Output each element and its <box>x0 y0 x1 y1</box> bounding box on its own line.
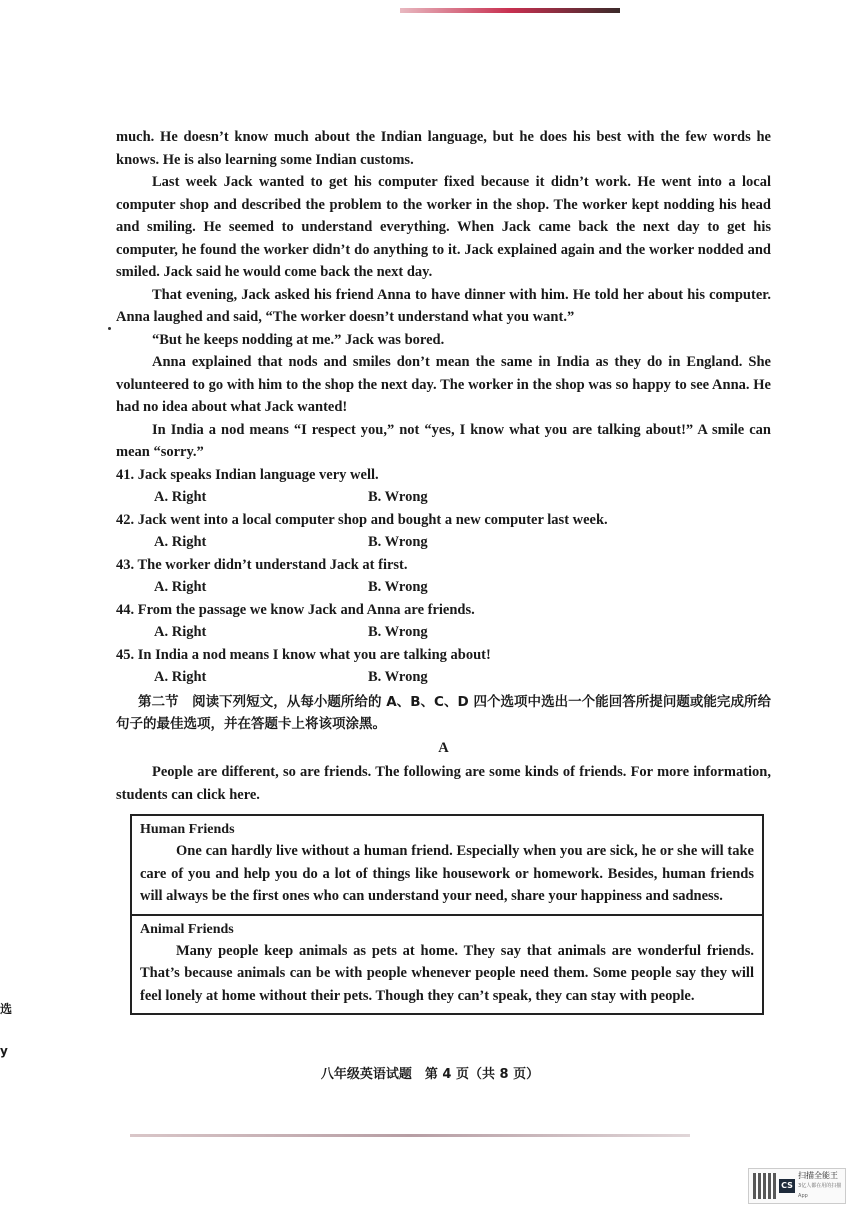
passage-paragraph-6: In India a nod means “I respect you,” not “yes, I know what you are talking about!” A smile can mean “sorry.” <box>116 421 771 460</box>
scanner-tagline: 3亿人都在用的扫描App <box>798 1183 842 1199</box>
bottom-scan-line <box>130 1134 690 1137</box>
scanner-brand <box>798 1171 845 1201</box>
exam-page <box>116 126 771 1015</box>
passage-paragraph-3: That evening, Jack asked his friend Anna to have dinner with him. He told her about his computer. Anna laughed and said, “The worker doesn’t understand what you want.” <box>116 286 771 325</box>
question-44 <box>116 599 771 644</box>
question-options <box>116 531 771 554</box>
option-b: B. Wrong <box>368 669 428 685</box>
option-a: A. Right <box>154 624 207 640</box>
passage-paragraph-5: Anna explained that nods and smiles don’t mean the same in India as they do in England. She volunteered to go with him to the shop the next day. The worker in the shop was so happy to see Anna. He had no idea about what Jack wanted! <box>116 354 771 415</box>
section-2-instruction: 第二节 阅读下列短文，从每小题所给的 A、B、C、D 四个选项中选出一个能回答所提问题或能完成所给句子的最佳选项，并在答题卡上将该项涂黑。 <box>116 693 771 732</box>
question-text: 45. In India a nod means I know what you are talking about! <box>116 646 491 663</box>
stray-dot <box>108 327 111 330</box>
question-text: 41. Jack speaks Indian language very well. <box>116 466 379 483</box>
scanner-logo: CS <box>779 1179 795 1193</box>
option-a: A. Right <box>154 489 207 505</box>
margin-fragment-2: y <box>0 1044 8 1058</box>
question-options <box>116 486 771 509</box>
human-friends-title: Human Friends <box>140 822 235 837</box>
question-options <box>116 576 771 599</box>
passage-paragraph-2: Last week Jack wanted to get his computer fixed because it didn’t work. He went into a local computer shop and described the problem to the worker in the shop. The worker kept nodding his head and smiling. He seemed to understand everything. When Jack came back the next day to get his computer, he found the worker didn’t do anything to it. Jack explained again and the worker nodded and smiled. Jack said he would come back the next day. <box>116 174 771 280</box>
question-41 <box>116 464 771 509</box>
passage-paragraph-4: “But he keeps nodding at me.” Jack was bored. <box>152 331 445 348</box>
option-a: A. Right <box>154 534 207 550</box>
animal-friends-title: Animal Friends <box>140 921 234 937</box>
top-color-strip <box>400 8 620 13</box>
intro-paragraph: People are different, so are friends. The following are some kinds of friends. For more information, students can click here. <box>116 764 771 803</box>
option-b: B. Wrong <box>368 579 428 595</box>
human-friends-section <box>132 816 762 914</box>
qr-code-icon <box>753 1173 776 1199</box>
friends-info-box <box>130 814 764 1015</box>
option-b: B. Wrong <box>368 624 428 640</box>
animal-friends-section <box>132 914 762 1014</box>
question-text: 43. The worker didn’t understand Jack at first. <box>116 556 408 573</box>
option-b: B. Wrong <box>368 534 428 550</box>
option-b: B. Wrong <box>368 489 428 505</box>
scanner-name: 扫描全能王 <box>798 1171 839 1180</box>
question-text: 44. From the passage we know Jack and Anna are friends. <box>116 601 475 618</box>
scanner-watermark <box>748 1168 846 1204</box>
question-text: 42. Jack went into a local computer shop and bought a new computer last week. <box>116 511 608 528</box>
question-options <box>116 621 771 644</box>
question-options <box>116 666 771 689</box>
question-43 <box>116 554 771 599</box>
animal-friends-text: Many people keep animals as pets at home. They say that animals are wonderful friends. That’s because animals can be with people whenever people need them. Some people say they will feel lonely at home without their pets. Though they can’t speak, they can stay with people. <box>140 942 754 1004</box>
passage-paragraph-1: much. He doesn’t know much about the Indian language, but he does his best with the few words he knows. He is also learning some Indian customs. <box>116 129 771 168</box>
page-footer: 八年级英语试题 第 4 页（共 8 页） <box>320 1067 540 1082</box>
option-a: A. Right <box>154 669 207 685</box>
question-45 <box>116 644 771 689</box>
human-friends-text: One can hardly live without a human friend. Especially when you are sick, he or she will take care of you and help you do a lot of things like housework or homework. Besides, human friends will always be the first ones who can understand your need, share your happiness and sadness. <box>140 843 754 904</box>
question-42 <box>116 509 771 554</box>
passage-label: A <box>438 739 449 756</box>
option-a: A. Right <box>154 579 207 595</box>
margin-fragment-1: 选 <box>0 1002 13 1016</box>
